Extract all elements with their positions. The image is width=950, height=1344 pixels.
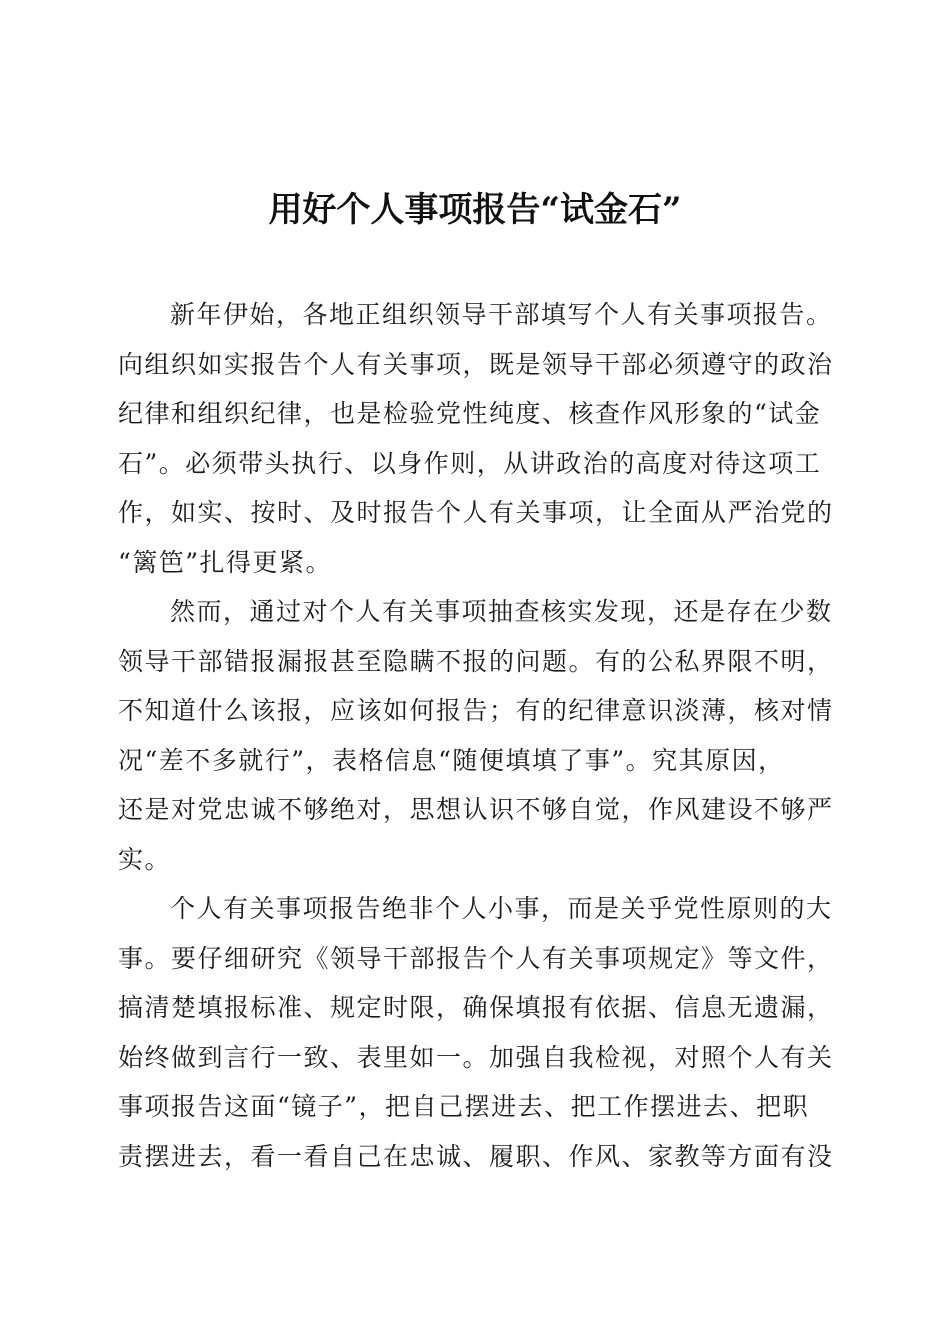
paragraph-1-line-4: 石”。必须带头执行、以身作则，从讲政治的高度对待这项工	[118, 448, 822, 478]
paragraph-2-line-1: 然而，通过对个人有关事项抽查核实发现，还是存在少数	[170, 597, 833, 626]
paragraph-3-line-3: 搞清楚填报标准、规定时限，确保填报有依据、信息无遗漏，	[118, 993, 834, 1022]
paragraph-1-line-6: “篱笆”扎得更紧。	[118, 547, 333, 577]
paragraph-1-line-1: 新年伊始，各地正组织领导干部填写个人有关事项报告。	[170, 300, 833, 329]
paragraph-3-line-5: 事项报告这面“镜子”，把自己摆进去、把工作摆进去、把职	[118, 1092, 810, 1121]
paragraph-3-line-2: 事。要仔细研究《领导干部报告个人有关事项规定》等文件，	[118, 943, 834, 973]
paragraph-1-line-2: 向组织如实报告个人有关事项，既是领导干部必须遵守的政治	[118, 349, 834, 379]
paragraph-2-line-3: 不知道什么该报，应该如何报告；有的纪律意识淡薄，核对情	[118, 696, 834, 725]
document-body	[118, 290, 834, 1181]
paragraph-3-line-1: 个人有关事项报告绝非个人小事，而是关乎党性原则的大	[170, 894, 833, 923]
paragraph-2-line-4: 况“差不多就行”，表格信息“随便填填了事”。究其原因，	[118, 745, 785, 775]
paragraph-3-line-6: 责摆进去，看一看自己在忠诚、履职、作风、家教等方面有没	[118, 1141, 834, 1171]
document-title: 用好个人事项报告“试金石”	[268, 190, 682, 230]
paragraph-1-line-3: 纪律和组织纪律，也是检验党性纯度、核查作风形象的“试金	[118, 399, 822, 428]
paragraph-1-line-5: 作，如实、按时、及时报告个人有关事项，让全面从严治党的	[118, 498, 834, 527]
paragraph-2-line-6: 实。	[118, 844, 172, 874]
paragraph-3-line-4: 始终做到言行一致、表里如一。加强自我检视，对照个人有关	[118, 1042, 834, 1072]
paragraph-2-line-5: 还是对党忠诚不够绝对，思想认识不够自觉，作风建设不够严	[118, 795, 834, 824]
paragraph-2-line-2: 领导干部错报漏报甚至隐瞒不报的问题。有的公私界限不明，	[118, 646, 834, 676]
